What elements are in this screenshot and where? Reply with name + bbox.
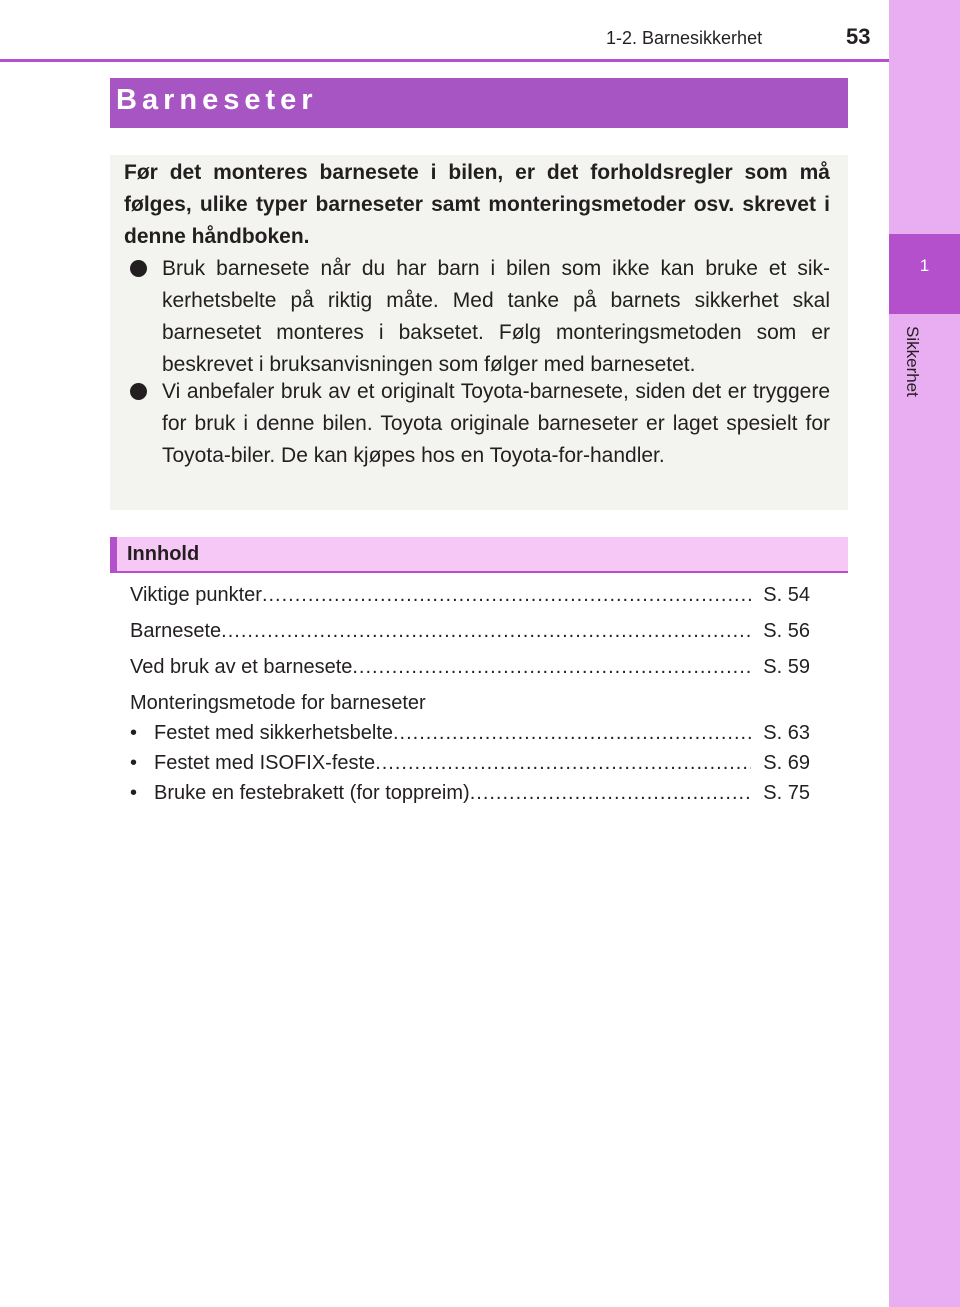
toc-sub-entry[interactable] xyxy=(130,722,810,748)
toc-leader-dots xyxy=(221,620,751,643)
toc-entry[interactable] xyxy=(130,656,810,682)
intro-bullet-text: Vi anbefaler bruk av et originalt Toyota-barnesete, siden det er tryggere for bruk i denne bilen. Toyota originale barneseter er laget spesielt for Toyota-biler. De kan kjøpes hos en Toyota-for-handler. xyxy=(162,380,830,467)
toc-entry-page: S. 63 xyxy=(763,722,810,744)
toc-entry-label: Festet med sikkerhetsbelte xyxy=(154,722,393,744)
toc-sub-bullet: • xyxy=(130,752,138,774)
toc-entry-page: S. 69 xyxy=(763,752,810,774)
intro-lead: Før det monteres barnesete i bilen, er det forholdsregler som må følges, ulike typer barneseter samt monteringsmetoder osv. skrevet i denne håndboken. xyxy=(124,161,830,248)
toc-entry-page: S. 56 xyxy=(763,620,810,642)
bullet-dot-icon xyxy=(130,260,147,277)
toc-sub-bullet: • xyxy=(130,722,138,744)
contents-header-bar xyxy=(110,537,848,571)
toc-leader-dots xyxy=(352,656,751,679)
page-number: 53 xyxy=(846,24,871,49)
page-title: Barneseter xyxy=(116,84,318,116)
toc-sub-bullet: • xyxy=(130,782,138,804)
toc-sub-entry[interactable] xyxy=(130,782,810,808)
toc-entry[interactable] xyxy=(130,620,810,646)
chapter-side-tab xyxy=(889,0,960,1307)
contents-header-underline xyxy=(110,571,848,573)
intro-bullet xyxy=(124,253,830,381)
toc-entry-label: Viktige punkter xyxy=(130,584,262,606)
header-divider xyxy=(0,59,889,62)
contents-header-accent xyxy=(110,537,117,571)
toc-entry[interactable] xyxy=(130,584,810,610)
toc-entry-page: S. 75 xyxy=(763,782,810,804)
toc-entry-page: S. 59 xyxy=(763,656,810,678)
intro-bullet xyxy=(124,376,830,472)
toc-sub-entry[interactable] xyxy=(130,752,810,778)
toc-leader-dots xyxy=(393,722,751,745)
toc-entry-label: Bruke en festebrakett (for toppreim) xyxy=(154,782,470,804)
toc-entry-page: S. 54 xyxy=(763,584,810,606)
contents-title: Innhold xyxy=(127,543,200,565)
toc-leader-dots xyxy=(470,782,752,805)
toc-leader-dots xyxy=(375,752,751,775)
toc-group-label: Monteringsmetode for barneseter xyxy=(130,692,426,714)
bullet-dot-icon xyxy=(130,383,147,400)
chapter-number: 1 xyxy=(919,256,930,275)
chapter-name: Sikkerhet xyxy=(903,326,922,397)
toc-entry-label: Festet med ISOFIX-feste xyxy=(154,752,376,774)
section-header: 1-2. Barnesikkerhet xyxy=(606,28,763,48)
intro-bullet-text: Bruk barnesete når du har barn i bilen som ikke kan bruke et sik-kerhetsbelte på riktig måte. Med tanke på barnets sikkerhet skal barnesetet monteres i baksetet. Følg monteringsmetoden som er beskrevet i bruksanvisningen som følger med barnesetet. xyxy=(162,257,830,376)
toc-leader-dots xyxy=(262,584,751,607)
toc-entry-label: Barnesete xyxy=(130,620,222,642)
toc-entry-label: Ved bruk av et barnesete xyxy=(130,656,353,678)
